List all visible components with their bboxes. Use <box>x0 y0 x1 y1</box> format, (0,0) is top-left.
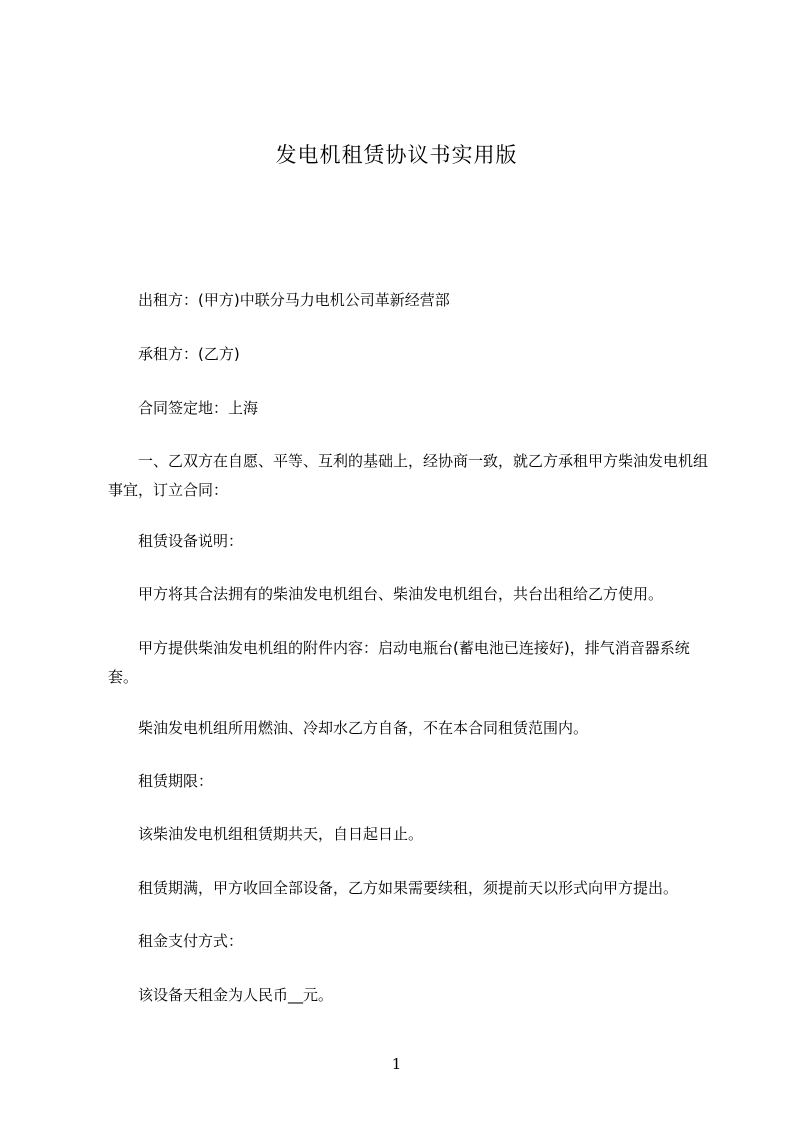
paragraph-lessee: 承租方：(乙方) <box>138 345 240 363</box>
page-number: 1 <box>391 1055 402 1073</box>
document-title: 发电机租赁协议书实用版 <box>275 143 518 167</box>
paragraph-signing-place: 合同签定地：上海 <box>138 399 259 417</box>
paragraph-agreement-intro: 一、乙双方在自愿、平等、互利的基础上，经协商一致，就乙方承租甲方柴油发电机组事宜，订立合同： <box>108 452 709 499</box>
paragraph-accessories: 甲方提供柴油发电机组的附件内容：启动电瓶台(蓄电池已连接好)，排气消音器系统套。 <box>108 639 690 686</box>
paragraph-equipment-heading: 租赁设备说明： <box>138 532 244 550</box>
paragraph-equipment-desc: 甲方将其合法拥有的柴油发电机组台、柴油发电机组台，共台出租给乙方使用。 <box>138 585 664 603</box>
paragraph-term-period: 该柴油发电机组租赁期共天，自日起日止。 <box>138 825 424 843</box>
paragraph-lessor: 出租方：(甲方)中联分马力电机公司革新经营部 <box>138 291 450 309</box>
paragraph-payment-heading: 租金支付方式： <box>138 932 244 950</box>
paragraph-rent-amount: 该设备天租金为人民币__元。 <box>138 986 334 1004</box>
paragraph-term-renewal: 租赁期满，甲方收回全部设备，乙方如果需要续租，须提前天以形式向甲方提出。 <box>138 879 679 897</box>
paragraph-fuel: 柴油发电机组所用燃油、冷却水乙方自备，不在本合同租赁范围内。 <box>138 719 589 737</box>
paragraph-term-heading: 租赁期限： <box>138 772 214 790</box>
